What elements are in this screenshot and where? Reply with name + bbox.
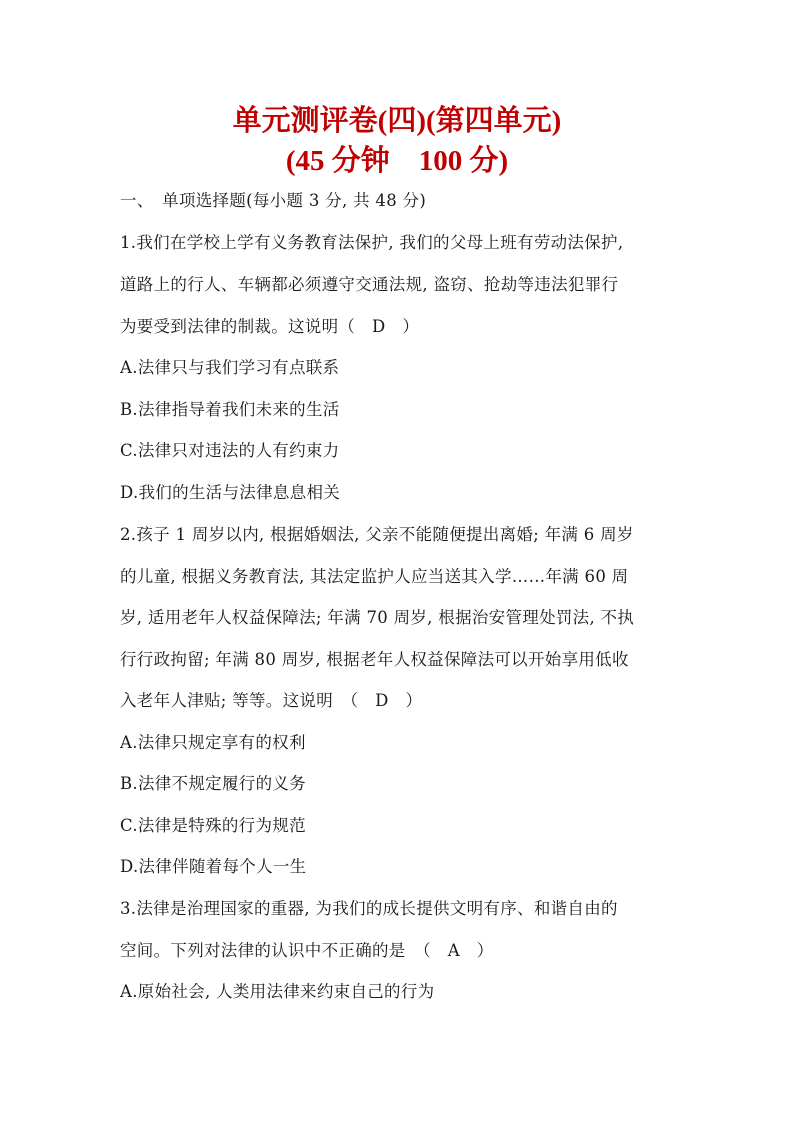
section-heading: 一、 单项选择题(每小题 3 分, 共 48 分) bbox=[120, 191, 427, 210]
question-2-stem-line-4: 行行政拘留; 年满 80 周岁, 根据老年人权益保障法可以开始享用低收 bbox=[120, 650, 629, 669]
question-2-option-b: B.法律不规定履行的义务 bbox=[120, 774, 306, 793]
question-1-option-b: B.法律指导着我们未来的生活 bbox=[120, 400, 340, 419]
question-2-stem-line-3: 岁, 适用老年人权益保障法; 年满 70 周岁, 根据治安管理处罚法, 不执 bbox=[120, 608, 635, 627]
page-subtitle: (45 分钟 100 分) bbox=[285, 145, 509, 177]
question-2-stem-line-5: 入老年人津贴; 等等。这说明 （ D ） bbox=[120, 691, 423, 710]
question-1-option-a: A.法律只与我们学习有点联系 bbox=[120, 358, 340, 377]
question-3-stem-line-1: 3.法律是治理国家的重器, 为我们的成长提供文明有序、和谐自由的 bbox=[120, 899, 618, 918]
question-2-option-a: A.法律只规定享有的权利 bbox=[120, 733, 306, 752]
question-3-option-a: A.原始社会, 人类用法律来约束自己的行为 bbox=[120, 982, 435, 1001]
question-1-stem-line-1: 1.我们在学校上学有义务教育法保护, 我们的父母上班有劳动法保护, bbox=[120, 233, 624, 252]
question-2-option-c: C.法律是特殊的行为规范 bbox=[120, 816, 306, 835]
question-2-stem-line-2: 的儿童, 根据义务教育法, 其法定监护人应当送其入学……年满 60 周 bbox=[120, 567, 629, 586]
question-1-option-d: D.我们的生活与法律息息相关 bbox=[120, 483, 341, 502]
question-1-stem-line-2: 道路上的行人、车辆都必须遵守交通法规, 盗窃、抢劫等违法犯罪行 bbox=[120, 275, 619, 294]
page-title: 单元测评卷(四)(第四单元) bbox=[232, 105, 562, 137]
question-1-option-c: C.法律只对违法的人有约束力 bbox=[120, 441, 340, 460]
question-1-stem-line-3: 为要受到法律的制裁。这说明（ D ） bbox=[120, 317, 420, 336]
question-3-stem-line-2: 空间。下列对法律的认识中不正确的是 （ A ） bbox=[120, 941, 494, 960]
question-2-stem-line-1: 2.孩子 1 周岁以内, 根据婚姻法, 父亲不能随便提出离婚; 年满 6 周岁 bbox=[120, 525, 634, 544]
question-2-option-d: D.法律伴随着每个人一生 bbox=[120, 857, 307, 876]
